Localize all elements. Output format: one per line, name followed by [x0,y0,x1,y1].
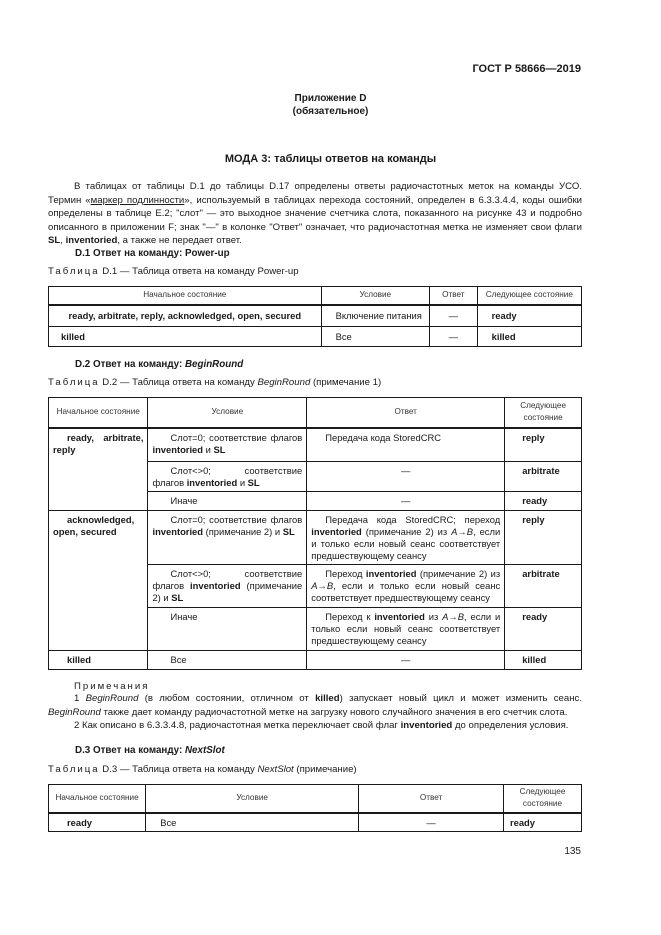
cell-next: killed [477,327,581,347]
table-row [49,305,582,327]
table-row [49,813,582,832]
cell-next: arbitrate [505,462,582,492]
col-header: Ответ [307,398,505,428]
notes-title-text: Примечания [74,681,150,692]
cell-response: — [307,492,505,511]
caption-text: D.2 — Таблица ответа на команду [99,377,258,388]
cell-condition: Все [146,813,359,832]
cell-condition: Слот<>0; соответствие флагов inventoried и SL [148,462,307,492]
col-header: Начальное состояние [49,785,146,813]
term-link[interactable]: маркер подлинности [90,194,185,206]
cell-state: ready, arbitrate, reply, acknowledged, open, secured [49,305,322,327]
cell-state: acknowledged, open, secured [49,511,148,651]
cell-next: ready [477,305,581,327]
note-1: 1 BeginRound (в любом состоянии, отличном от killed) запускает новый цикл и может изменить сеанс. BeginRound также дает команду радиочастотной метке на загрузку нового случайного значения в его счетчик слота. [48,693,582,718]
cell-condition: Включение питания [321,305,429,327]
table-d2-caption [48,377,381,388]
intro-text-d: , а также не передает ответ. [117,235,242,247]
col-header: Начальное состояние [49,398,148,428]
cell-state: ready [49,813,146,832]
cell-condition: Слот=0; соответствие флагов inventoried (примечание 2) и SL [148,511,307,565]
flag-inventoried: inventoried [65,235,118,247]
caption-word: Таблица [48,764,100,775]
section-d1-command: Power-up [184,248,230,259]
intro-paragraph [48,180,582,248]
cell-state: killed [49,651,148,670]
col-header: Начальное состояние [49,287,322,305]
document-code: ГОСТ Р 58666—2019 [472,63,581,75]
cell-condition: Все [321,327,429,347]
table-d3 [48,784,582,832]
col-header: Следующее состояние [477,287,581,305]
col-header: Ответ [359,785,504,813]
section-d1-number: D.1 Ответ на команду: [75,248,185,259]
cell-response: Передача кода StoredCRC [307,428,505,462]
caption-command: NextSlot [257,764,294,775]
caption-note: (примечание) [293,764,357,775]
caption-note: (примечание 1) [310,377,382,388]
table-d3-caption [48,764,357,775]
cell-response: — [430,327,478,347]
col-header: Следующее состояние [503,785,581,813]
section-d3-command: NextSlot [184,745,225,756]
table-d2 [48,397,582,670]
cell-response: — [307,651,505,670]
cell-response: — [307,462,505,492]
cell-response: Передача кода StoredCRC; переход inventoried (примечание 2) из A→B, если и только если новый сеанс соответствует предшествующему сеансу [307,511,505,565]
cell-next: arbitrate [505,565,582,608]
cell-state: ready, arbitrate, reply [49,428,148,511]
caption-text: D.1 — Таблица ответа на команду Power-up [99,266,299,277]
caption-command: BeginRound [257,377,311,388]
cell-next: reply [505,511,582,565]
cell-next: ready [505,608,582,651]
flag-sl: SL [48,235,61,247]
cell-next: ready [505,492,582,511]
table-row [49,511,582,565]
table-row [49,651,582,670]
appendix-subtitle: (обязательное) [292,106,369,117]
cell-state: killed [49,327,322,347]
caption-word: Таблица [48,377,100,388]
note-2: 2 Как описано в 6.3.3.4.8, радиочастотная метка переключает свой флаг inventoried до определения условия. [74,720,569,731]
cell-response: — [430,305,478,327]
intro-text-b: », используемый в таблицах перехода состояний, определен в 6.3.3.4.4, коды ошибки определены в таблице E.2; "слот" — это выходное значение счетчика слота, показанного на рисунке 43 и подробно описанного в приложении F; знак "—" в колонке "Ответ" означает, что радиочастотная метка не изменяет свои флаги [48,194,583,233]
section-d2-command: BeginRound [184,359,244,370]
section-d2-heading [75,359,243,370]
caption-word: Таблица [48,266,100,277]
col-header: Условие [321,287,429,305]
cell-next: killed [505,651,582,670]
cell-response: — [359,813,504,832]
intro-sentence-1: В таблицах от таблицы D.1 до таблицы D.17 определены ответы радиочастотных меток на команды УСО. [74,181,582,192]
table-row [49,327,582,347]
cell-next: ready [503,813,581,832]
appendix-title: Приложение D [294,93,367,104]
col-header: Условие [148,398,307,428]
section-d3-number: D.3 Ответ на команду: [75,745,185,756]
section-d2-number: D.2 Ответ на команду: [75,359,185,370]
cell-condition: Слот<>0; соответствие флагов inventoried (примечание 2) и SL [148,565,307,608]
table-d1 [48,286,582,347]
table-d1-caption [48,266,299,277]
col-header: Условие [146,785,359,813]
cell-condition: Все [148,651,307,670]
caption-text: D.3 — Таблица ответа на команду [99,764,258,775]
cell-condition: Слот=0; соответствие флагов inventoried и SL [148,428,307,462]
col-header: Ответ [430,287,478,305]
section-d1-heading [75,248,230,259]
intro-term-prefix: Термин « [48,194,91,206]
table-row [49,428,582,462]
intro-comma: , [60,235,66,247]
col-header: Следующее состояние [505,398,582,428]
cell-next: reply [505,428,582,462]
cell-response: Переход inventoried (примечание 2) из A→B, если и только если новый сеанс соответствует предшествующему сеансу [307,565,505,608]
cell-condition: Иначе [148,492,307,511]
cell-response: Переход к inventoried из A→B, если и только если новый сеанс соответствует предшествующему сеансу [307,608,505,651]
section-d3-heading [75,745,225,756]
cell-condition: Иначе [148,608,307,651]
page-number: 135 [564,846,581,857]
main-title: МОДА 3: таблицы ответов на команды [224,153,437,165]
